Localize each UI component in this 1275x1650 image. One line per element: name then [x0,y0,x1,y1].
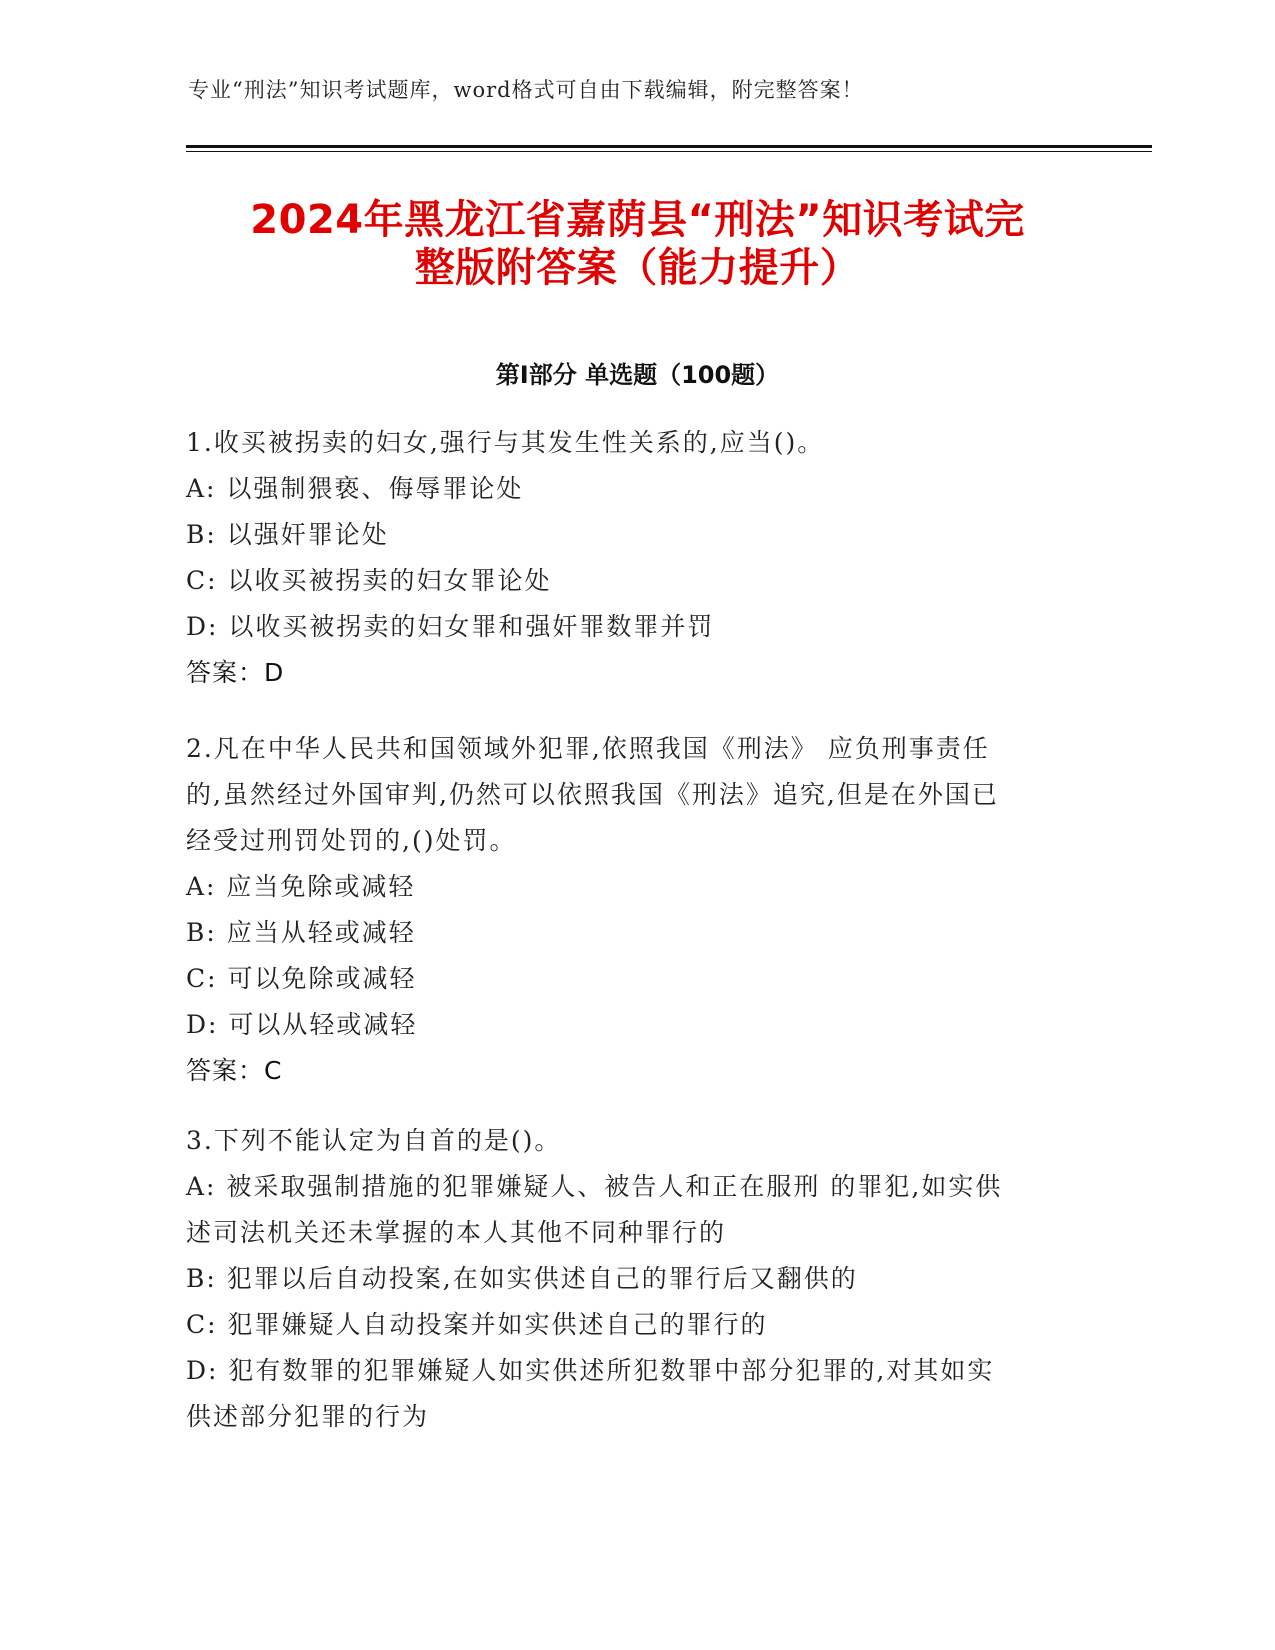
question-stem: 经受过刑罚处罚的,()处罚。 [186,826,517,855]
section-title: 第Ⅰ部分 单选题（100题） [495,361,780,389]
question-stem: 3.下列不能认定为自首的是()。 [186,1126,562,1155]
title-line-2: 整版附答案（能力提升） [414,245,861,291]
question-2 [186,726,1086,1094]
question-3 [186,1118,1086,1440]
option-a: A: 以强制猥亵、侮辱罪论处 [186,474,524,503]
option-d: D: 以收买被拐卖的妇女罪和强奸罪数罪并罚 [186,612,715,641]
question-stem: 2.凡在中华人民共和国领域外犯罪,依照我国《刑法》 应负刑事责任 [186,734,990,763]
option-a: A: 应当免除或减轻 [186,872,416,901]
question-stem: 的,虽然经过外国审判,仍然可以依照我国《刑法》追究,但是在外国已 [186,780,999,809]
option-c: C: 以收买被拐卖的妇女罪论处 [186,566,552,595]
option-d: D: 可以从轻或减轻 [186,1010,418,1039]
option-c: C: 可以免除或减轻 [186,964,417,993]
question-stem: 1.收买被拐卖的妇女,强行与其发生性关系的,应当()。 [186,428,825,457]
option-c: C: 犯罪嫌疑人自动投案并如实供述自己的罪行的 [186,1310,768,1339]
option-a-continued: 述司法机关还未掌握的本人其他不同种罪行的 [186,1218,727,1247]
option-b: B: 应当从轻或减轻 [186,918,416,947]
option-a: A: 被采取强制措施的犯罪嫌疑人、被告人和正在服刑 的罪犯,如实供 [186,1172,1003,1201]
option-b: B: 犯罪以后自动投案,在如实供述自己的罪行后又翻供的 [186,1264,858,1293]
question-1 [186,420,1086,696]
header-note: 专业“刑法”知识考试题库，word格式可自由下载编辑，附完整答案！ [188,78,864,102]
option-b: B: 以强奸罪论处 [186,520,389,549]
answer: 答案：D [186,658,285,687]
title-line-1: 2024年黑龙江省嘉荫县“刑法”知识考试完 [250,197,1025,243]
header-rule-thick [186,145,1152,148]
option-d-continued: 供述部分犯罪的行为 [186,1402,430,1431]
answer: 答案：C [186,1056,283,1085]
header-rule-thin [186,151,1152,152]
option-d: D: 犯有数罪的犯罪嫌疑人如实供述所犯数罪中部分犯罪的,对其如实 [186,1356,995,1385]
document-title [160,196,1115,292]
